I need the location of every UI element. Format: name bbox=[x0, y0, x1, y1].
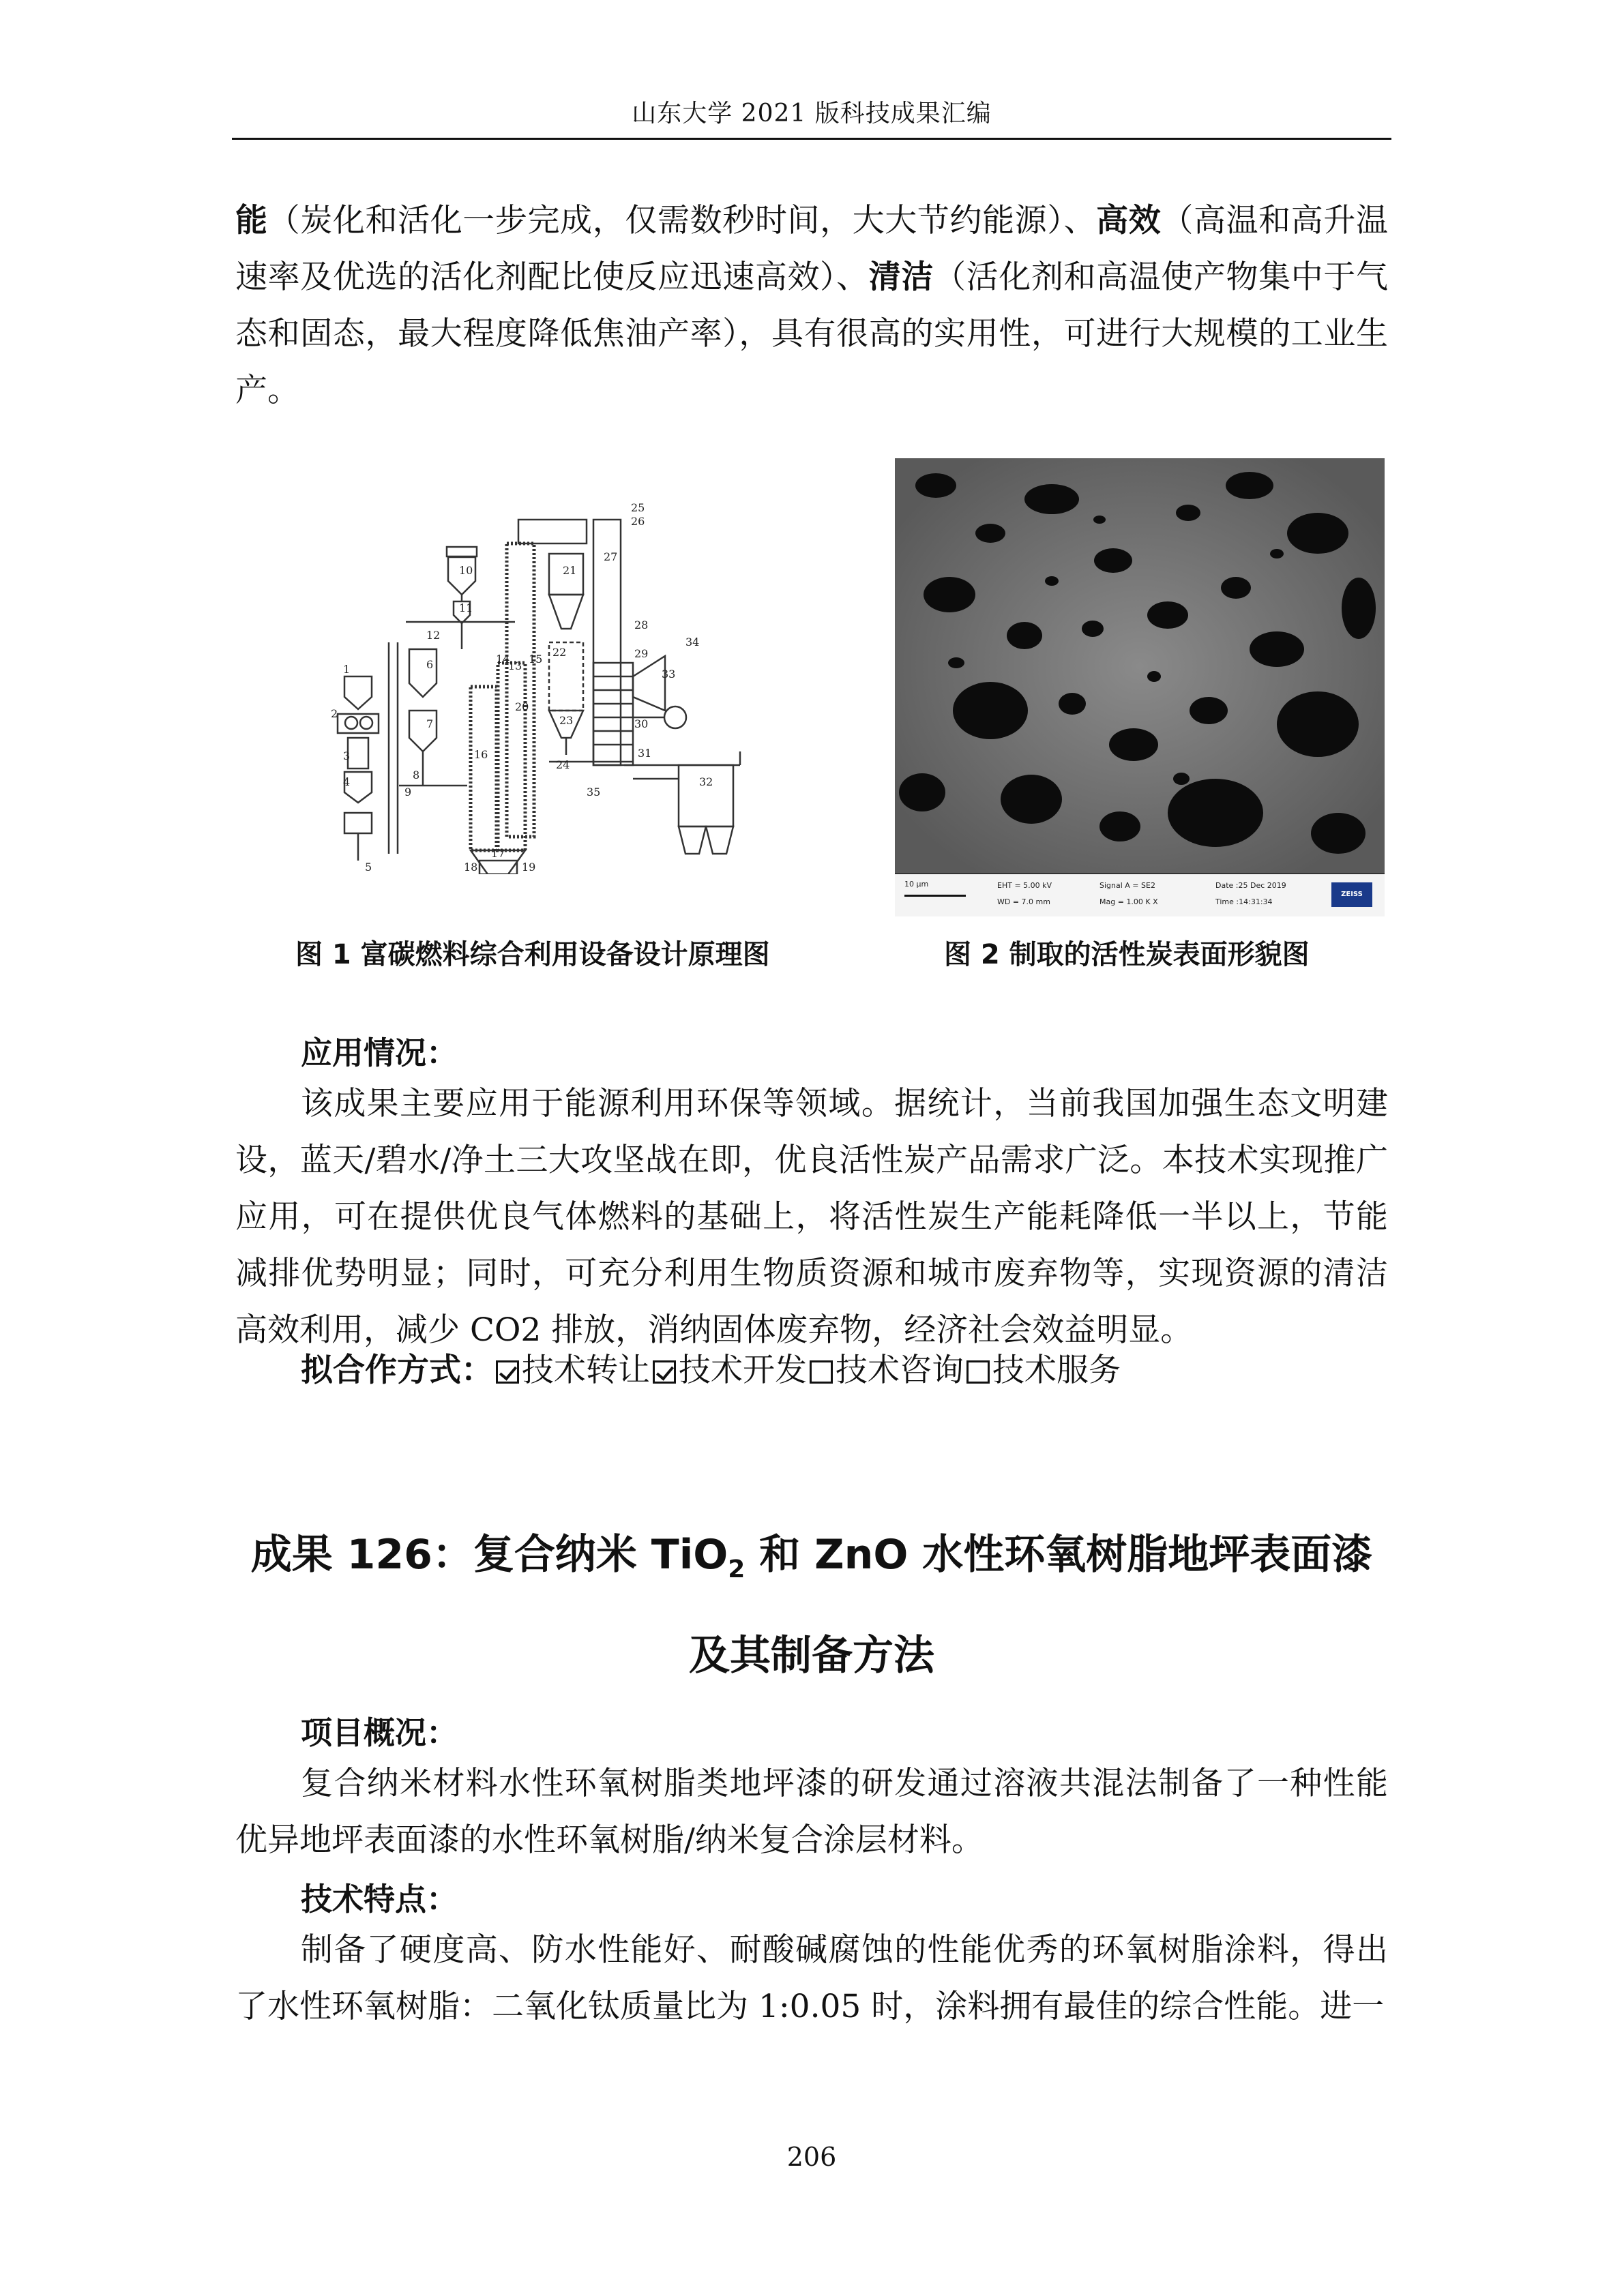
svg-text:15: 15 bbox=[529, 653, 543, 666]
overview-heading: 项目概况： bbox=[301, 1714, 458, 1751]
svg-text:14: 14 bbox=[496, 653, 510, 666]
svg-text:20: 20 bbox=[515, 700, 529, 713]
running-header: 山东大学 2021 版科技成果汇编 bbox=[632, 100, 992, 128]
svg-text:10: 10 bbox=[459, 564, 473, 577]
title-text-2: 和 ZnO 水性环氧树脂地坪表面漆 bbox=[745, 1531, 1373, 1579]
svg-text:6: 6 bbox=[426, 658, 434, 671]
application-heading: 应用情况： bbox=[301, 1034, 458, 1071]
svg-text:13: 13 bbox=[508, 659, 522, 672]
keyword-efficient: 高效 bbox=[1096, 202, 1162, 239]
svg-text:8: 8 bbox=[413, 769, 420, 781]
sem-mag: Mag = 1.00 K X bbox=[1099, 897, 1158, 906]
equipment-schematic-figure bbox=[324, 492, 774, 874]
features-heading: 技术特点： bbox=[301, 1881, 458, 1918]
option-tech-consulting: 技术咨询 bbox=[836, 1352, 964, 1389]
title-subscript: 2 bbox=[728, 1555, 745, 1583]
sem-wd: WD = 7.0 mm bbox=[997, 897, 1050, 906]
svg-text:25: 25 bbox=[631, 501, 645, 514]
svg-text:1: 1 bbox=[343, 663, 351, 676]
option-tech-development: 技术开发 bbox=[679, 1352, 807, 1389]
svg-text:12: 12 bbox=[426, 629, 441, 642]
svg-text:18: 18 bbox=[464, 861, 478, 874]
cooperation-label: 拟合作方式： bbox=[301, 1352, 493, 1389]
intro-text-2: （高温和高升温速率及优选的活化剂配比使反应迅速高效）、 bbox=[235, 202, 1389, 296]
title-text-1: 成果 126：复合纳米 TiO bbox=[250, 1531, 728, 1579]
svg-text:32: 32 bbox=[699, 775, 713, 788]
checkbox-tech-service bbox=[966, 1360, 990, 1384]
achievement-title-line-2: 及其制备方法 bbox=[689, 1632, 934, 1680]
svg-text:3: 3 bbox=[343, 749, 351, 762]
svg-text:2: 2 bbox=[331, 707, 338, 720]
svg-text:17: 17 bbox=[491, 847, 505, 860]
overview-paragraph: 复合纳米材料水性环氧树脂类地坪漆的研发通过溶液共混法制备了一种性能优异地坪表面漆的水性环氧树脂/纳米复合涂层材料。 bbox=[235, 1765, 1388, 1859]
sem-date: Date :25 Dec 2019 bbox=[1215, 881, 1286, 890]
option-tech-transfer: 技术转让 bbox=[522, 1352, 650, 1389]
header-divider bbox=[232, 138, 1391, 140]
page-number: 206 bbox=[786, 2142, 837, 2172]
figure-2-caption: 图 2 制取的活性炭表面形貌图 bbox=[944, 939, 1310, 970]
sem-info-bar bbox=[895, 873, 1385, 916]
svg-text:26: 26 bbox=[631, 515, 645, 528]
svg-text:5: 5 bbox=[365, 861, 372, 874]
sem-signal: Signal A = SE2 bbox=[1099, 881, 1155, 890]
svg-text:35: 35 bbox=[587, 786, 601, 799]
keyword-energy: 能 bbox=[235, 202, 268, 239]
svg-text:31: 31 bbox=[638, 747, 652, 760]
svg-text:4: 4 bbox=[343, 775, 351, 788]
svg-text:11: 11 bbox=[459, 601, 473, 614]
svg-text:7: 7 bbox=[426, 717, 434, 730]
features-paragraph: 制备了硬度高、防水性能好、耐酸碱腐蚀的性能优秀的环氧树脂涂料，得出了水性环氧树脂：二氧化钛质量比为 1:0.05 时，涂料拥有最佳的综合性能。进一 bbox=[235, 1931, 1388, 2025]
intro-text-1: （炭化和活化一步完成，仅需数秒时间，大大节约能源）、 bbox=[267, 202, 1097, 239]
svg-text:19: 19 bbox=[522, 861, 536, 874]
checkbox-tech-development bbox=[653, 1360, 676, 1384]
svg-text:29: 29 bbox=[634, 647, 649, 660]
intro-paragraph bbox=[235, 192, 1388, 419]
svg-text:34: 34 bbox=[685, 636, 700, 648]
svg-text:33: 33 bbox=[662, 668, 676, 681]
keyword-clean: 清洁 bbox=[868, 258, 934, 296]
achievement-title-line-1 bbox=[232, 1522, 1391, 1583]
svg-text:23: 23 bbox=[559, 714, 574, 727]
svg-text:24: 24 bbox=[556, 758, 570, 771]
svg-text:22: 22 bbox=[552, 646, 567, 659]
svg-text:30: 30 bbox=[634, 717, 649, 730]
sem-scale-label: 10 μm bbox=[904, 880, 929, 889]
application-paragraph: 该成果主要应用于能源利用环保等领域。据统计，当前我国加强生态文明建设，蓝天/碧水/净土三大攻坚战在即，优良活性炭产品需求广泛。本技术实现推广应用，可在提供优良气体燃料的基础上，将活性炭生产能耗降低一半以上，节能减排优势明显；同时，可充分利用生物质资源和城市废弃物等，实现资源的清洁高效利用，减少 CO2 排放，消纳固体废弃物，经济社会效益明显。 bbox=[235, 1085, 1388, 1349]
svg-text:9: 9 bbox=[404, 786, 412, 799]
svg-text:21: 21 bbox=[563, 564, 577, 577]
option-tech-service: 技术服务 bbox=[992, 1352, 1121, 1389]
cooperation-line bbox=[301, 1345, 1121, 1390]
intro-text-3: （活化剂和高温使产物集中于气态和固态，最大程度降低焦油产率），具有很高的实用性，可进行大规模的工业生产。 bbox=[235, 258, 1389, 409]
zeiss-logo: ZEISS bbox=[1331, 882, 1372, 907]
svg-text:16: 16 bbox=[474, 748, 488, 761]
sem-time: Time :14:31:34 bbox=[1215, 897, 1273, 906]
svg-text:28: 28 bbox=[634, 618, 649, 631]
sem-scale-bar bbox=[904, 895, 966, 897]
svg-text:27: 27 bbox=[604, 550, 618, 563]
sem-eht: EHT = 5.00 kV bbox=[997, 881, 1052, 890]
figure-1-caption: 图 1 富碳燃料综合利用设备设计原理图 bbox=[295, 939, 770, 970]
sem-micrograph-figure bbox=[895, 458, 1385, 916]
porous-surface-image bbox=[895, 458, 1385, 874]
checkbox-tech-transfer bbox=[496, 1360, 519, 1384]
checkbox-tech-consulting bbox=[810, 1360, 833, 1384]
